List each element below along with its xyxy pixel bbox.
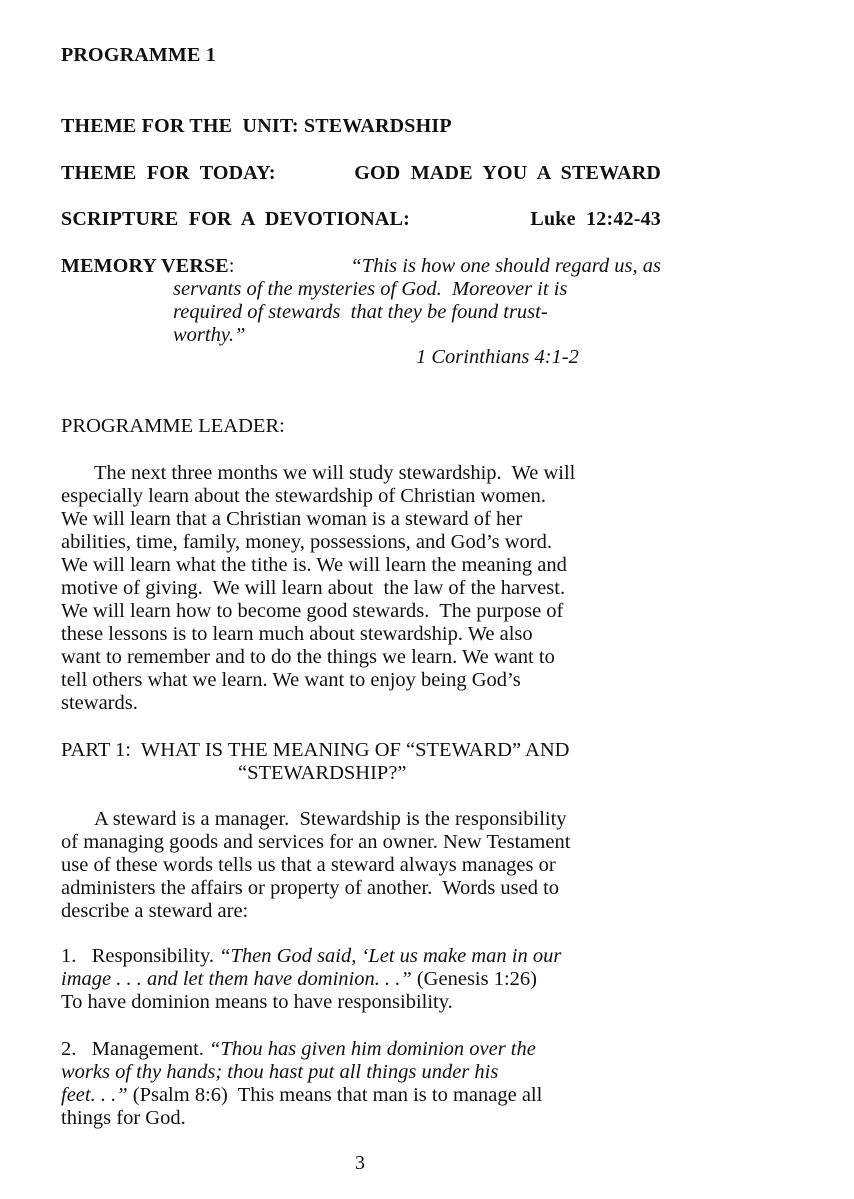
memory-label-word: MEMORY bbox=[61, 255, 157, 277]
verse-label-word: VERSE bbox=[161, 255, 229, 277]
leader-line: abilities, time, family, money, possessions, and God’s word. bbox=[61, 531, 552, 553]
scripture-value: Luke 12:42-43 bbox=[530, 208, 661, 230]
part1-intro bbox=[61, 808, 661, 923]
part1-heading-line: PART 1: WHAT IS THE MEANING OF “STEWARD” AND bbox=[61, 739, 570, 761]
item-reference: (Psalm 8:6) bbox=[132, 1084, 228, 1106]
part1-heading bbox=[61, 739, 661, 785]
leader-line: these lessons is to learn much about stewardship. We also bbox=[61, 623, 533, 645]
leader-line: We will learn how to become good stewards. The purpose of bbox=[61, 600, 564, 622]
memory-verse-first-row bbox=[61, 255, 661, 278]
programme-title: PROGRAMME 1 bbox=[61, 44, 216, 66]
item-number: 2. bbox=[61, 1038, 77, 1060]
memory-verse-line: servants of the mysteries of God. Moreover it is bbox=[173, 278, 568, 300]
memory-verse-label bbox=[61, 255, 235, 278]
item1-line bbox=[61, 945, 661, 968]
item-explanation: things for God. bbox=[61, 1107, 186, 1129]
memory-verse-line: required of stewards that they be found trust- bbox=[173, 301, 548, 323]
scripture-line bbox=[61, 208, 661, 231]
theme-unit-value: STEWARDSHIP bbox=[303, 115, 452, 137]
leader-line: stewards. bbox=[61, 692, 138, 714]
item2-line bbox=[61, 1084, 661, 1107]
theme-today-label: THEME FOR TODAY: bbox=[61, 162, 276, 184]
leader-paragraph bbox=[61, 462, 661, 715]
page-number: 3 bbox=[355, 1152, 365, 1174]
programme-leader-heading: PROGRAMME LEADER: bbox=[61, 415, 285, 437]
item-explanation: This means that man is to manage all bbox=[237, 1084, 543, 1106]
item1-line bbox=[61, 968, 661, 991]
item-quote: “Then God said, ‘Let us make man in our bbox=[219, 945, 562, 967]
memory-verse-colon: : bbox=[228, 255, 235, 277]
part1-intro-line: use of these words tells us that a steward always manages or bbox=[61, 854, 556, 876]
part1-intro-line: describe a steward are: bbox=[61, 900, 249, 922]
theme-unit-label: THEME FOR THE UNIT: bbox=[61, 115, 299, 137]
item-quote: image . . . and let them have dominion. . .” bbox=[61, 968, 412, 990]
memory-verse-line: worthy.” bbox=[173, 324, 246, 346]
theme-unit-line bbox=[61, 115, 452, 138]
item-quote: feet. . .” bbox=[61, 1084, 128, 1106]
item-quote: “Thou has given him dominion over the bbox=[209, 1038, 536, 1060]
leader-line: want to remember and to do the things we learn. We want to bbox=[61, 646, 555, 668]
list-item-management bbox=[61, 1038, 661, 1130]
memory-verse-line: “This is how one should regard us, as bbox=[350, 255, 661, 277]
item-term: Management. bbox=[91, 1038, 204, 1060]
leader-line: tell others what we learn. We want to enjoy being God’s bbox=[61, 669, 521, 691]
item-quote: works of thy hands; thou hast put all things under his bbox=[61, 1061, 499, 1083]
item-explanation: To have dominion means to have responsibility. bbox=[61, 991, 453, 1013]
list-item-responsibility bbox=[61, 945, 661, 1014]
part1-intro-line: A steward is a manager. Stewardship is the responsibility bbox=[94, 808, 567, 830]
scripture-label: SCRIPTURE FOR A DEVOTIONAL: bbox=[61, 208, 410, 230]
leader-line: We will learn what the tithe is. We will learn the meaning and bbox=[61, 554, 567, 576]
part1-intro-line: of managing goods and services for an owner. New Testament bbox=[61, 831, 571, 853]
leader-line: especially learn about the stewardship of Christian women. bbox=[61, 485, 547, 507]
leader-line: The next three months we will study stewardship. We will bbox=[94, 462, 576, 484]
theme-today-line bbox=[61, 162, 661, 185]
part1-intro-line: administers the affairs or property of another. Words used to bbox=[61, 877, 560, 899]
leader-line: We will learn that a Christian woman is a steward of her bbox=[61, 508, 523, 530]
memory-verse-reference: 1 Corinthians 4:1-2 bbox=[416, 346, 579, 368]
item-term: Responsibility. bbox=[91, 945, 214, 967]
part1-heading-line: “STEWARDSHIP?” bbox=[238, 762, 407, 784]
item-reference: (Genesis 1:26) bbox=[416, 968, 537, 990]
item-number: 1. bbox=[61, 945, 77, 967]
leader-line: motive of giving. We will learn about the law of the harvest. bbox=[61, 577, 566, 599]
theme-today-value: GOD MADE YOU A STEWARD bbox=[354, 162, 661, 184]
item2-line bbox=[61, 1038, 661, 1061]
